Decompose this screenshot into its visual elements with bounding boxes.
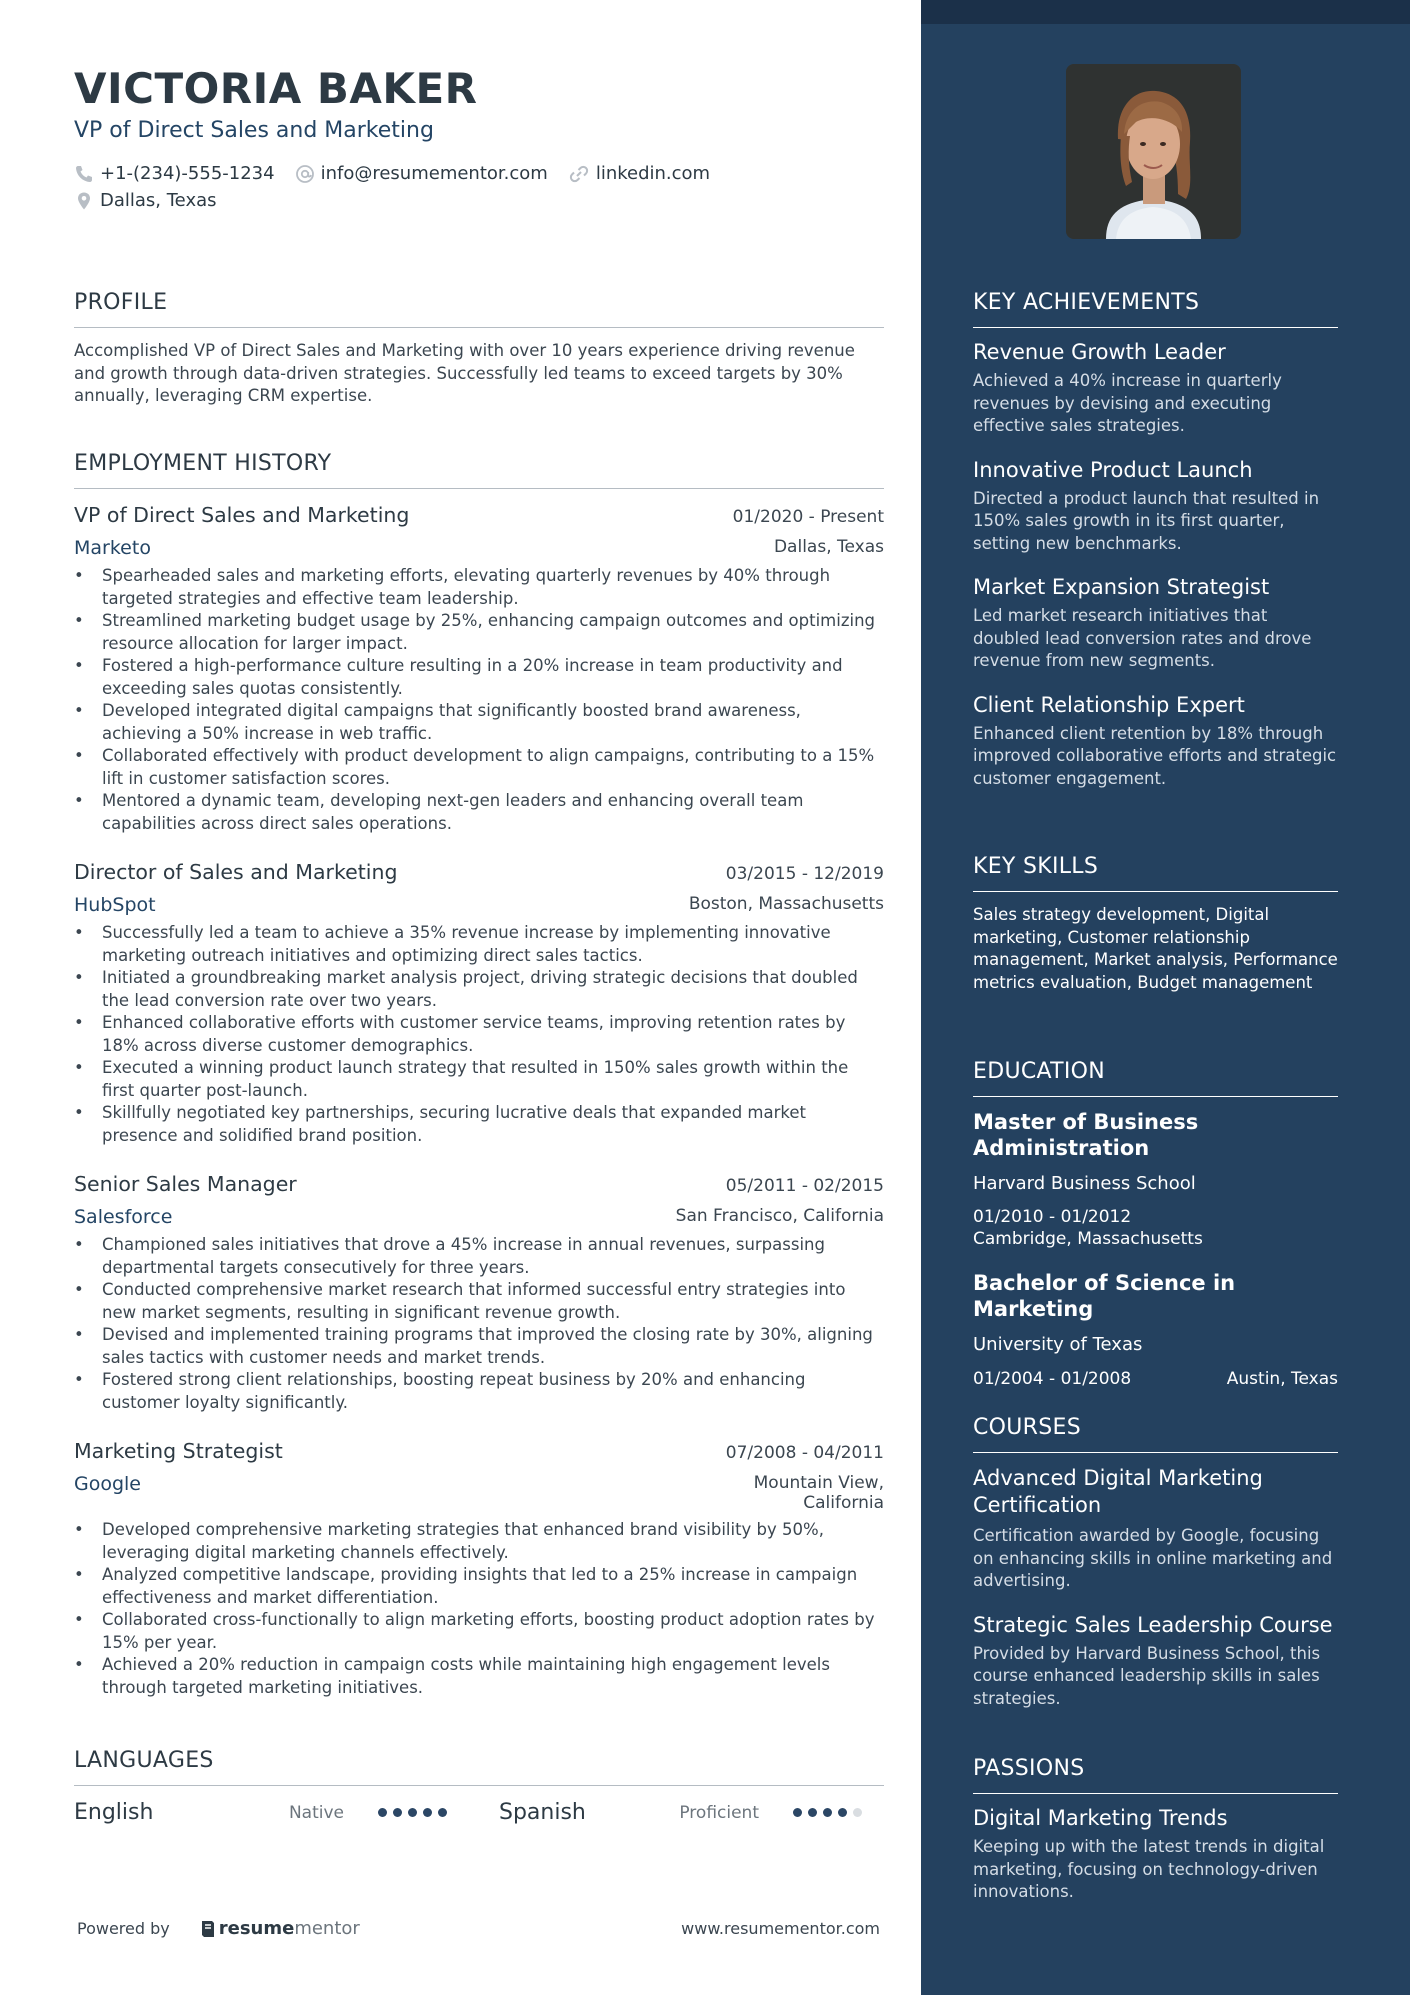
passion-title: Digital Marketing Trends [973, 1806, 1228, 1830]
phone-text: +1-(234)-555-1234 [100, 163, 275, 184]
profile-heading: PROFILE [74, 290, 884, 328]
contact-linkedin[interactable] [568, 163, 710, 184]
language-item [499, 1800, 884, 1825]
achievement-desc: Enhanced client retention by 18% through improved collaborative efforts and strategic customer engagement. [973, 723, 1337, 788]
language-rating [793, 1808, 868, 1817]
achievement-desc: Achieved a 40% increase in quarterly revenues by devising and executing effective sales strategies. [973, 371, 1282, 435]
job-title: VP of Direct Sales and Marketing [74, 503, 410, 527]
link-icon [568, 164, 590, 184]
location-text: Dallas, Texas [100, 190, 217, 211]
skills-text: Sales strategy development, Digital marketing, Customer relationship management, Market analysis, Performance metrics evaluation, Budget management [973, 905, 1338, 992]
job-dates: 01/2020 - Present [732, 507, 884, 527]
company-name: Salesforce [74, 1206, 173, 1228]
candidate-name: VICTORIA BAKER [74, 64, 478, 113]
job-bullets [74, 1234, 884, 1414]
job-location: San Francisco, California [675, 1206, 884, 1226]
achievement-title: Market Expansion Strategist [973, 575, 1270, 599]
job-location: Boston, Massachusetts [688, 894, 884, 914]
contact-info [74, 160, 884, 214]
job-entry [74, 1439, 884, 1699]
languages-section [74, 1748, 884, 1825]
powered-by [77, 1918, 360, 1939]
bullet-item: • Successfully led a team to achieve a 35% revenue increase by implementing innovative marketing outreach initiatives and optimizing direct sales tactics. [74, 922, 884, 967]
footer-website[interactable]: www.resumementor.com [681, 1919, 880, 1938]
rating-dot-filled [408, 1808, 417, 1817]
linkedin-text[interactable]: linkedin.com [595, 163, 711, 184]
bullet-item: • Collaborated effectively with product development to align campaigns, contributing to a 15% lift in customer satisfaction scores. [74, 745, 884, 790]
job-entry [74, 503, 884, 835]
achievements-section [973, 290, 1338, 790]
courses-heading: COURSES [973, 1415, 1338, 1453]
language-level: Proficient [679, 1802, 759, 1823]
bullet-item: • Championed sales initiatives that drove a 45% increase in annual revenues, surpassing departmental targets consecutively for three years. [74, 1234, 884, 1279]
language-name: English [74, 1800, 154, 1825]
achievement-desc: Led market research initiatives that doubled lead conversion rates and drove revenue from new segments. [973, 606, 1312, 670]
bullet-item: • Skillfully negotiated key partnerships, securing lucrative deals that expanded market presence and solidified brand position. [74, 1102, 884, 1147]
rating-dot-filled [393, 1808, 402, 1817]
edu-degree: Master of Business Administration [973, 1110, 1199, 1160]
rating-dot-empty [853, 1808, 862, 1817]
bullet-item: • Initiated a groundbreaking market analysis project, driving strategic decisions that doubled the lead conversion rate over two years. [74, 967, 884, 1012]
location-pin-icon [74, 191, 94, 211]
bullet-item: • Enhanced collaborative efforts with customer service teams, improving retention rates by 18% across diverse customer demographics. [74, 1012, 884, 1057]
passion-desc: Keeping up with the latest trends in digital marketing, focusing on technology-driven innovations. [973, 1837, 1325, 1901]
job-title: Marketing Strategist [74, 1439, 283, 1463]
achievement-title: Revenue Growth Leader [973, 340, 1226, 364]
skills-heading: KEY SKILLS [973, 854, 1338, 892]
achievement-item [973, 693, 1338, 791]
course-title: Strategic Sales Leadership Course [973, 1612, 1333, 1637]
rating-dot-filled [808, 1808, 817, 1817]
brand-mentor: mentor [294, 1918, 360, 1939]
passions-heading: PASSIONS [973, 1756, 1338, 1794]
course-desc: Provided by Harvard Business School, this course enhanced leadership skills in sales strategies. [973, 1643, 1321, 1708]
company-name: Google [74, 1473, 142, 1495]
email-text[interactable]: info@resumementor.com [320, 163, 548, 184]
bullet-item: • Streamlined marketing budget usage by 25%, enhancing campaign outcomes and optimizing resource allocation for larger impact. [74, 610, 884, 655]
achievement-desc: Directed a product launch that resulted in 150% sales growth in its first quarter, setting new benchmarks. [973, 488, 1320, 553]
sidebar [921, 0, 1410, 1995]
bullet-item: • Conducted comprehensive market research that informed successful entry strategies into new market segments, resulting in significant revenue growth. [74, 1279, 884, 1324]
achievement-title: Client Relationship Expert [973, 692, 1245, 717]
bullet-item: • Fostered strong client relationships, boosting repeat business by 20% and enhancing customer loyalty significantly. [74, 1369, 884, 1414]
education-section [973, 1059, 1338, 1389]
rating-dot-filled [378, 1808, 387, 1817]
bullet-item: • Spearheaded sales and marketing efforts, elevating quarterly revenues by 40% through targeted strategies and effective team leadership. [74, 565, 884, 610]
employment-section [74, 451, 884, 489]
bullet-item: • Developed comprehensive marketing strategies that enhanced brand visibility by 50%, leveraging digital marketing channels effectively. [74, 1519, 884, 1564]
job-title: Director of Sales and Marketing [74, 860, 398, 884]
rating-dot-filled [838, 1808, 847, 1817]
rating-dot-filled [438, 1808, 447, 1817]
education-heading: EDUCATION [973, 1059, 1338, 1097]
edu-dates: 01/2010 - 01/2012 [973, 1207, 1132, 1227]
bullet-item: • Developed integrated digital campaigns that significantly boosted brand awareness, achieving a 50% increase in web traffic. [74, 700, 884, 745]
job-title: Senior Sales Manager [74, 1172, 297, 1196]
edu-school: University of Texas [973, 1334, 1143, 1355]
employment-heading: EMPLOYMENT HISTORY [74, 451, 884, 489]
bullet-item: • Achieved a 20% reduction in campaign costs while maintaining high engagement levels through targeted marketing initiatives. [74, 1654, 884, 1699]
company-name: Marketo [74, 537, 151, 559]
job-entry [74, 1172, 884, 1414]
job-bullets [74, 1519, 884, 1699]
at-icon [295, 164, 315, 184]
edu-location: Cambridge, Massachusetts [973, 1229, 1203, 1249]
course-item [973, 1613, 1338, 1711]
bullet-item: • Collaborated cross-functionally to align marketing efforts, boosting product adoption rates by 15% per year. [74, 1609, 884, 1654]
resumementor-logo-icon [200, 1919, 216, 1939]
contact-phone [74, 163, 275, 184]
course-desc: Certification awarded by Google, focusing on enhancing skills in online marketing and advertising. [973, 1526, 1333, 1590]
language-item [74, 1800, 499, 1825]
rating-dot-filled [823, 1808, 832, 1817]
languages-heading: LANGUAGES [74, 1748, 884, 1786]
courses-section [973, 1415, 1338, 1710]
footer [77, 1918, 880, 1939]
job-location: Dallas, Texas [773, 537, 884, 557]
achievement-title: Innovative Product Launch [973, 457, 1253, 482]
avatar [1066, 64, 1241, 239]
achievements-heading: KEY ACHIEVEMENTS [973, 290, 1338, 328]
job-entry [74, 860, 884, 1147]
edu-location: Austin, Texas [1226, 1369, 1338, 1389]
bullet-item: • Analyzed competitive landscape, providing insights that led to a 25% increase in campaign effectiveness and market differentiation. [74, 1564, 884, 1609]
job-dates: 07/2008 - 04/2011 [725, 1443, 884, 1463]
job-location: Mountain View, California [753, 1473, 884, 1513]
skills-section [973, 854, 1338, 994]
language-rating [378, 1808, 453, 1817]
bullet-item: • Fostered a high-performance culture resulting in a 20% increase in team productivity and exceeding sales quotas consistently. [74, 655, 884, 700]
powered-by-label: Powered by [77, 1919, 170, 1938]
candidate-role: VP of Direct Sales and Marketing [74, 118, 434, 143]
resumementor-logo[interactable] [200, 1918, 360, 1939]
contact-email[interactable] [295, 163, 548, 184]
edu-school: Harvard Business School [973, 1173, 1196, 1194]
bullet-item: • Devised and implemented training programs that improved the closing rate by 30%, aligning sales tactics with customer needs and market trends. [74, 1324, 884, 1369]
edu-dates: 01/2004 - 01/2008 [973, 1369, 1132, 1389]
job-dates: 05/2011 - 02/2015 [725, 1176, 884, 1196]
job-bullets [74, 922, 884, 1147]
course-title: Advanced Digital Marketing Certification [973, 1466, 1263, 1517]
phone-icon [74, 164, 94, 184]
course-item [973, 1465, 1338, 1593]
edu-dates-location [973, 1369, 1338, 1389]
passions-section [973, 1756, 1338, 1904]
sidebar-topbar [921, 0, 1410, 24]
language-level: Native [288, 1802, 344, 1823]
passion-item [973, 1806, 1338, 1904]
profile-section [74, 290, 884, 408]
company-name: HubSpot [74, 894, 156, 916]
rating-dot-filled [793, 1808, 802, 1817]
achievement-item [973, 458, 1338, 556]
edu-degree: Bachelor of Science in Marketing [973, 1271, 1236, 1321]
bullet-item: • Executed a winning product launch strategy that resulted in 150% sales growth within the first quarter post-launch. [74, 1057, 884, 1102]
language-name: Spanish [499, 1800, 586, 1825]
profile-text: Accomplished VP of Direct Sales and Marketing with over 10 years experience driving revenue and growth through data-driven strategies. Successfully led teams to exceed targets by 30% annually, leveraging CRM expertise. [74, 341, 855, 405]
bullet-item: • Mentored a dynamic team, developing next-gen leaders and enhancing overall team capabilities across direct sales operations. [74, 790, 884, 835]
job-bullets [74, 565, 884, 835]
achievement-item [973, 575, 1338, 673]
achievement-item [973, 340, 1338, 438]
edu-dates-location [973, 1206, 1338, 1250]
job-dates: 03/2015 - 12/2019 [725, 864, 884, 884]
rating-dot-filled [423, 1808, 432, 1817]
brand-resume: resume [218, 1918, 295, 1939]
contact-location [74, 190, 217, 211]
profile-photo [1066, 64, 1241, 239]
